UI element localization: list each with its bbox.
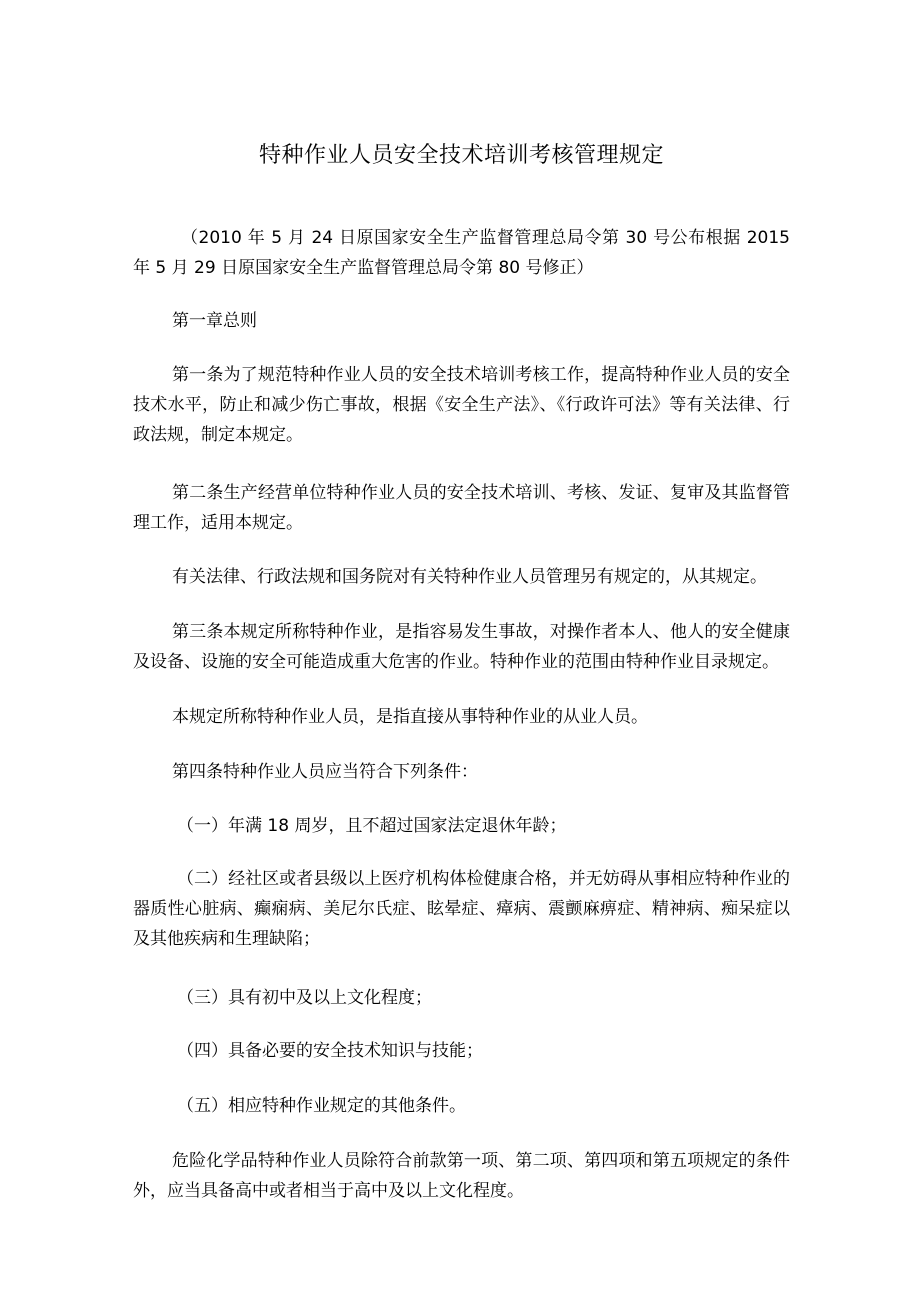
article-3: 第三条本规定所称特种作业，是指容易发生事故，对操作者本人、他人的安全健康及设备、设施的安全可能造成重大危害的作业。特种作业的范围由特种作业目录规定。: [133, 622, 790, 672]
article-2: 第二条生产经营单位特种作业人员的安全技术培训、考核、发证、复审及其监督管理工作，适用本规定。: [133, 483, 790, 533]
chapter-heading: 第一章总则: [172, 311, 257, 331]
document-title: 特种作业人员安全技术培训考核管理规定: [258, 143, 664, 168]
article-4: 第四条特种作业人员应当符合下列条件：: [172, 762, 478, 782]
condition-item-3: （三）具有初中及以上文化程度；: [177, 988, 432, 1008]
article-3-paragraph-2: 本规定所称特种作业人员，是指直接从事特种作业的从业人员。: [172, 707, 648, 727]
revision-note: （2010 年 5 月 24 日原国家安全生产监督管理总局令第 30 号公布根据 2015 年 5 月 29 日原国家安全生产监督管理总局令第 80 号修正）: [133, 228, 790, 278]
article-4-paragraph-2: 危险化学品特种作业人员除符合前款第一项、第二项、第四项和第五项规定的条件外，应当具备高中或者相当于高中及以上文化程度。: [133, 1151, 790, 1201]
article-2-paragraph-2: 有关法律、行政法规和国务院对有关特种作业人员管理另有规定的，从其规定。: [172, 567, 767, 587]
condition-item-5: （五）相应特种作业规定的其他条件。: [177, 1096, 466, 1116]
condition-item-4: （四）具备必要的安全技术知识与技能；: [177, 1041, 483, 1061]
condition-item-1: （一）年满 18 周岁，且不超过国家法定退休年龄；: [177, 816, 567, 836]
article-1: 第一条为了规范特种作业人员的安全技术培训考核工作，提高特种作业人员的安全技术水平，防止和减少伤亡事故，根据《安全生产法》、《行政许可法》等有关法律、行政法规，制定本规定。: [133, 365, 790, 445]
condition-item-2: （二）经社区或者县级以上医疗机构体检健康合格，并无妨碍从事相应特种作业的器质性心脏病、癫痫病、美尼尔氏症、眩晕症、瘴病、震颤麻痹症、精神病、痴呆症以及其他疾病和生理缺陷；: [133, 869, 790, 949]
